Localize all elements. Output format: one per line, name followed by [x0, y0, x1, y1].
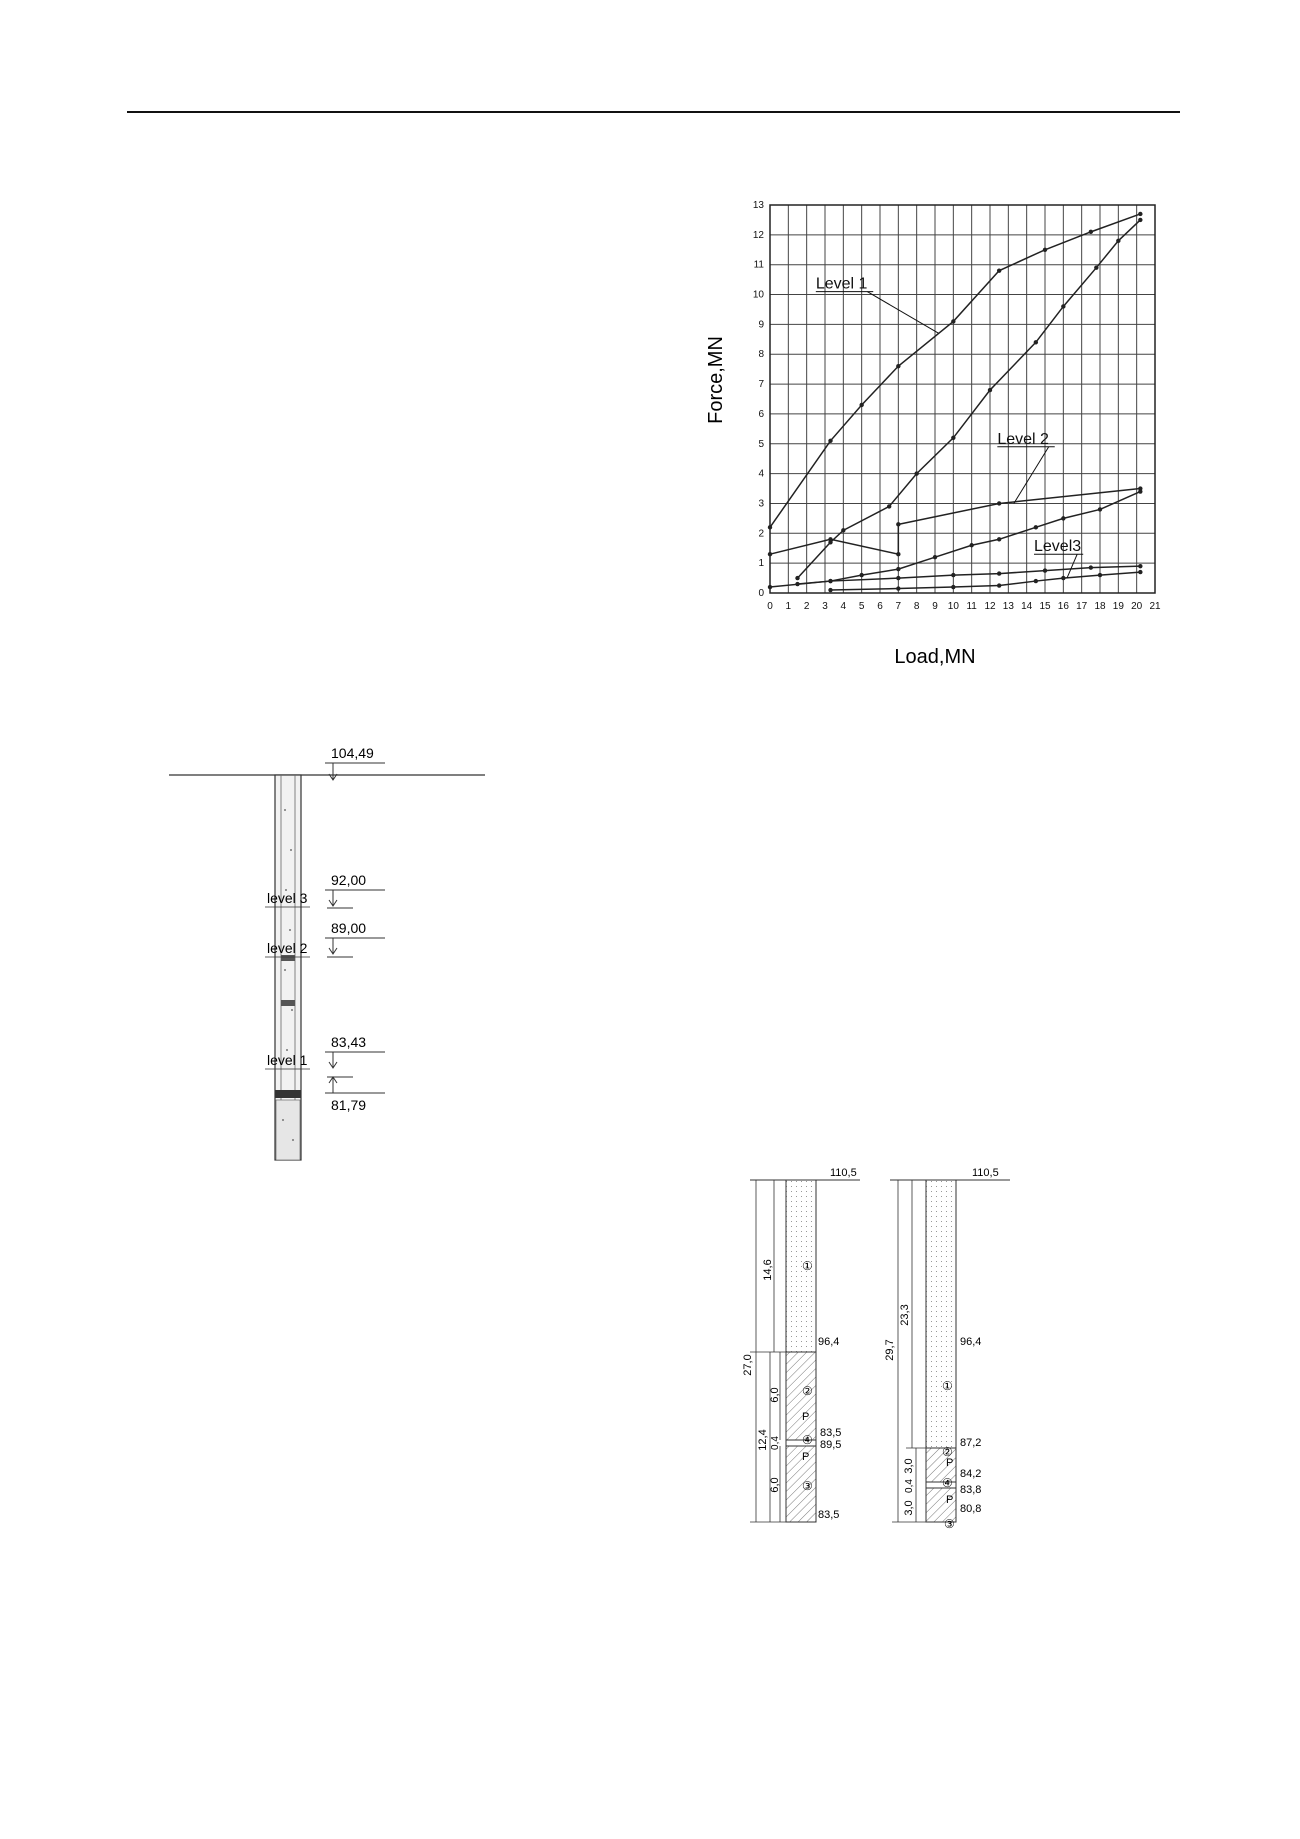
- right-layer-4: ④: [942, 1476, 953, 1490]
- data-point: [1061, 304, 1065, 308]
- x-tick-label: 6: [877, 601, 883, 612]
- data-point: [933, 555, 937, 559]
- data-point: [896, 576, 900, 580]
- data-point: [896, 567, 900, 571]
- right-elev-3: 84,2: [960, 1468, 982, 1480]
- data-point: [1116, 239, 1120, 243]
- data-point: [988, 388, 992, 392]
- y-axis-label: Force,MN: [705, 336, 727, 424]
- right-elev-4: 83,8: [960, 1484, 982, 1496]
- right-elev-1: 96,4: [960, 1336, 982, 1348]
- data-point: [1089, 565, 1093, 569]
- right-top-elevation: 110,5: [972, 1167, 999, 1179]
- data-point: [896, 522, 900, 526]
- pile-section-svg: [155, 720, 485, 1180]
- left-top-elevation: 110,5: [830, 1167, 857, 1179]
- chart-grid: [770, 205, 1155, 593]
- x-tick-label: 17: [1076, 601, 1088, 612]
- y-tick-label: 9: [758, 319, 764, 331]
- data-point: [1138, 489, 1142, 493]
- header-rule: [127, 111, 1180, 113]
- left-layer-4: ④: [802, 1433, 813, 1447]
- left-elev-1: 96,4: [818, 1336, 840, 1348]
- y-tick-label: 8: [758, 349, 764, 361]
- data-point: [997, 268, 1001, 272]
- x-tick-label: 0: [767, 601, 773, 612]
- left-segment-3: 6,0: [769, 1387, 781, 1403]
- data-point: [951, 319, 955, 323]
- chart-svg: [690, 185, 1170, 685]
- data-point: [1061, 516, 1065, 520]
- data-point: [1098, 507, 1102, 511]
- data-point: [828, 579, 832, 583]
- data-point: [969, 543, 973, 547]
- elevation-level-1: 83,43: [331, 1034, 367, 1050]
- elevation-bottom: 81,79: [331, 1097, 367, 1113]
- x-tick-label: 18: [1094, 601, 1106, 612]
- left-layer-2: ②: [802, 1384, 813, 1398]
- left-segment-1: 14,6: [762, 1259, 774, 1281]
- y-tick-label: 6: [758, 408, 764, 420]
- data-point: [1138, 218, 1142, 222]
- data-point: [1138, 564, 1142, 568]
- data-point: [997, 583, 1001, 587]
- x-tick-label: 9: [932, 601, 938, 612]
- right-segment-2: 3,0: [903, 1458, 915, 1474]
- right-layer-3: ③: [944, 1517, 955, 1531]
- right-cell-label-upper: P: [946, 1457, 954, 1469]
- annotation-label: Level 2: [997, 430, 1049, 448]
- series-line: [798, 492, 1141, 585]
- x-tick-label: 5: [858, 601, 865, 612]
- pile-section-figure: [155, 720, 485, 1180]
- right-segment-4: 3,0: [903, 1500, 915, 1516]
- data-point: [1138, 212, 1142, 216]
- annotation-label: Level3: [1034, 538, 1082, 556]
- y-tick-label: 3: [758, 498, 764, 510]
- y-tick-label: 4: [758, 468, 764, 480]
- left-segment-4: 0,4: [770, 1436, 781, 1450]
- annotation-leader: [867, 292, 938, 334]
- left-cell-label-upper: P: [802, 1411, 810, 1423]
- y-tick-label: 10: [752, 289, 764, 301]
- y-tick-label: 2: [758, 528, 764, 540]
- force-load-chart: [690, 185, 1170, 685]
- layer-1-sand: [926, 1180, 956, 1448]
- x-axis-label: Load,MN: [894, 646, 976, 668]
- right-layer-2: ②: [942, 1445, 953, 1459]
- data-point: [828, 439, 832, 443]
- data-point: [896, 364, 900, 368]
- right-elev-5: 80,8: [960, 1503, 982, 1515]
- data-point: [951, 573, 955, 577]
- y-tick-label: 12: [752, 229, 764, 241]
- left-total-depth: 27,0: [742, 1354, 754, 1376]
- left-elev-3: 89,5: [820, 1439, 842, 1451]
- x-tick-label: 13: [1002, 601, 1014, 612]
- data-point: [1098, 573, 1102, 577]
- data-point: [841, 528, 845, 532]
- data-point: [859, 403, 863, 407]
- data-point: [859, 573, 863, 577]
- right-segment-3: 0,4: [904, 1479, 915, 1493]
- data-point: [1043, 568, 1047, 572]
- y-tick-label: 0: [758, 588, 764, 599]
- elevation-level-3: 92,00: [331, 872, 367, 888]
- y-tick-label: 11: [753, 259, 764, 271]
- data-point: [1034, 525, 1038, 529]
- right-segment-1: 23,3: [899, 1304, 911, 1326]
- data-point: [951, 585, 955, 589]
- y-tick-label: 13: [752, 200, 764, 211]
- left-layer-1: ①: [802, 1259, 813, 1273]
- data-point: [768, 525, 772, 529]
- x-tick-label: 12: [984, 601, 996, 612]
- data-point: [1094, 265, 1098, 269]
- soil-profiles-svg: [720, 1150, 1050, 1570]
- data-point: [997, 501, 1001, 505]
- data-point: [1034, 579, 1038, 583]
- data-point: [1061, 576, 1065, 580]
- annotation-leader: [1067, 554, 1077, 578]
- data-point: [896, 586, 900, 590]
- x-tick-label: 21: [1149, 601, 1161, 612]
- elevation-level-2: 89,00: [331, 920, 367, 936]
- elevation-top: 104,49: [331, 745, 374, 761]
- x-tick-label: 1: [785, 601, 792, 612]
- data-point: [768, 552, 772, 556]
- data-point: [795, 576, 799, 580]
- x-tick-label: 7: [895, 601, 902, 612]
- x-tick-label: 10: [947, 601, 959, 612]
- series-line: [770, 214, 1140, 527]
- label-level-1: level 1: [267, 1052, 308, 1068]
- data-point: [1089, 230, 1093, 234]
- left-elev-2: 83,5: [820, 1427, 842, 1439]
- right-layer-1: ①: [942, 1379, 953, 1393]
- gauge-level-2: [281, 1000, 295, 1006]
- data-point: [997, 537, 1001, 541]
- x-tick-label: 2: [803, 601, 810, 612]
- series-line: [798, 220, 1141, 578]
- data-point: [1138, 570, 1142, 574]
- annotation-leader: [1014, 447, 1049, 504]
- x-tick-label: 14: [1021, 601, 1033, 612]
- x-tick-label: 4: [840, 601, 847, 612]
- label-level-3: level 3: [267, 890, 308, 906]
- data-point: [1043, 248, 1047, 252]
- y-tick-label: 5: [758, 438, 764, 450]
- left-segment-2: 12,4: [757, 1429, 769, 1451]
- data-point: [896, 552, 900, 556]
- x-tick-label: 20: [1131, 601, 1143, 612]
- left-cell-label-lower: P: [802, 1451, 810, 1463]
- right-cell-label-lower: P: [946, 1494, 954, 1506]
- y-tick-label: 1: [758, 558, 764, 570]
- data-point: [828, 537, 832, 541]
- series-line: [770, 489, 1140, 555]
- x-tick-label: 11: [966, 601, 977, 612]
- left-segment-5: 6,0: [769, 1477, 781, 1493]
- pile-base: [276, 1100, 300, 1160]
- x-tick-label: 8: [913, 601, 920, 612]
- chart-series: [768, 212, 1143, 592]
- soil-profiles-figure: [720, 1150, 1050, 1570]
- data-point: [1034, 340, 1038, 344]
- x-tick-label: 3: [822, 601, 828, 612]
- right-elev-2: 87,2: [960, 1437, 982, 1449]
- x-tick-label: 19: [1112, 601, 1124, 612]
- data-point: [997, 571, 1001, 575]
- load-cell: [275, 1090, 301, 1098]
- x-tick-label: 16: [1057, 601, 1069, 612]
- chart-annotations: [816, 276, 1083, 579]
- left-profile: [750, 1180, 860, 1522]
- right-total-depth: 29,7: [884, 1339, 896, 1361]
- data-point: [768, 585, 772, 589]
- label-level-2: level 2: [267, 940, 308, 956]
- plot-frame: [770, 205, 1155, 593]
- y-tick-label: 7: [758, 379, 764, 391]
- data-point: [951, 436, 955, 440]
- data-point: [887, 504, 891, 508]
- left-layer-3: ③: [802, 1479, 813, 1493]
- annotation-label: Level 1: [815, 275, 868, 293]
- data-point: [914, 471, 918, 475]
- x-tick-label: 15: [1039, 601, 1051, 612]
- left-elev-4: 83,5: [818, 1509, 840, 1521]
- data-point: [828, 588, 832, 592]
